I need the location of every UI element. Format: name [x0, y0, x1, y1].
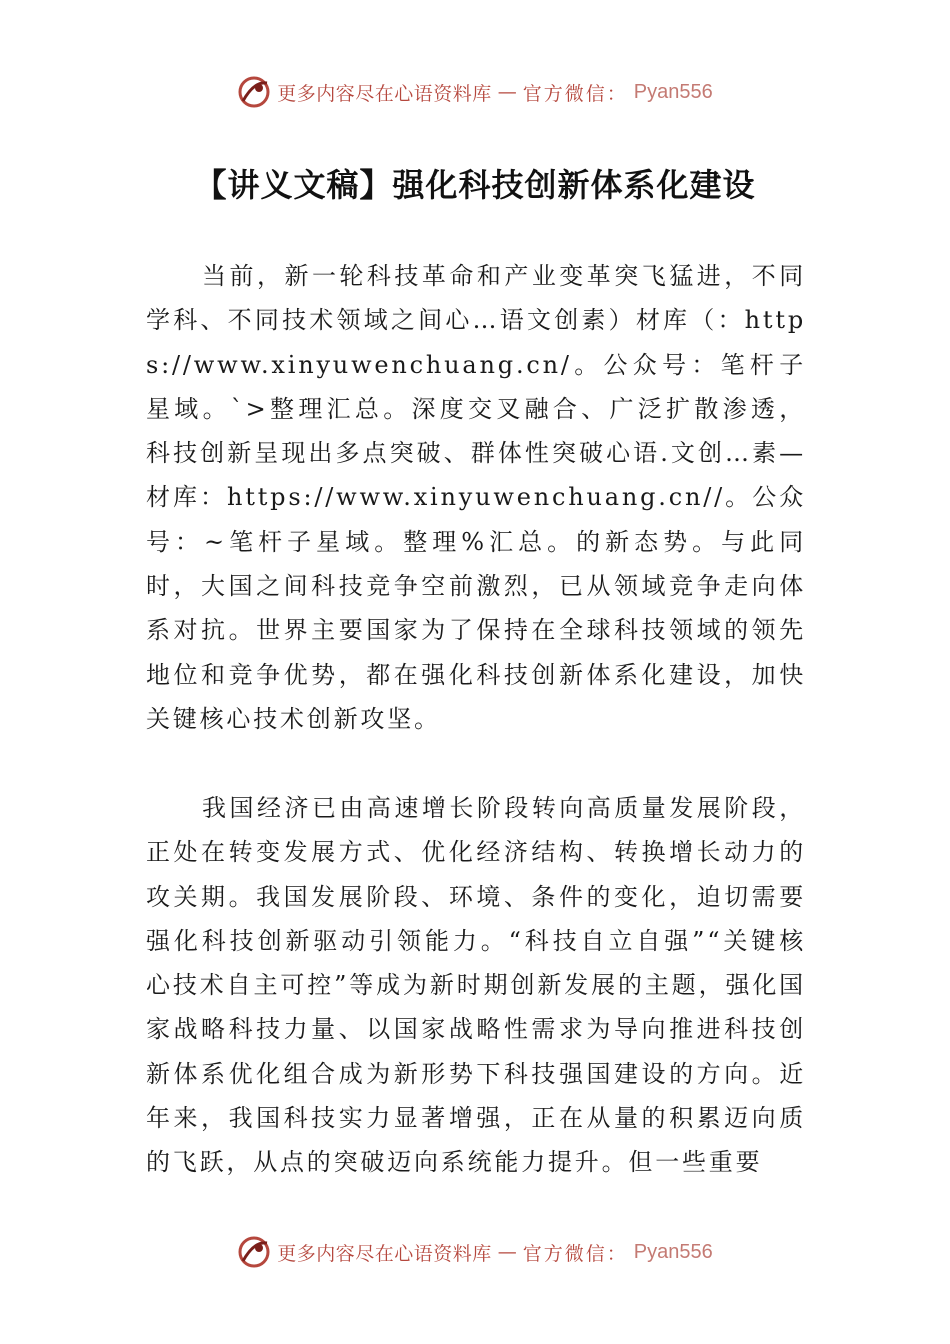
- paragraph-1: 当前，新一轮科技革命和产业变革突飞猛进，不同学科、不同技术领域之间心…语文创素）材库（：https://www.xinyuwenchuang.cn/。公众号：笔杆子星域。`>整理汇总。深度交叉融合、广泛扩散渗透， 科技创新呈现出多点突破、群体性突破心语.文创…素—材库：https://www.xinyuwenchuang.cn//。公众号：~笔杆子星域。整理%汇总。的新态势。与此同时，大国之间科技竞争空前激烈，已从领域竞争走向体系对抗。世界主要国家为了保持在全球科技领域的领先地位和竞争优势，都在强化科技创新体系化建设，加快关键核心技术创新攻坚。: [146, 262, 806, 733]
- paragraph-2: 我国经济已由高速增长阶段转向高质量发展阶段，正处在转变发展方式、优化经济结构、转换增长动力的攻关期。我国发展阶段、环境、条件的变化，迫切需要强化科技创新驱动引领能力。“科技自立自强”“关键核心技术自主可控”等成为新时期创新发展的主题，强化国家战略科技力量、以国家战略性需求为导向推进科技创新体系优化组合成为新形势下科技强国建设的方向。近年来，我国科技实力显著增强，正在从量的积累迈向质的飞跃，从点的突破迈向系统能力提升。但一些重要: [146, 794, 806, 1177]
- document-title: 【讲义文稿】强化科技创新体系化建设: [194, 166, 756, 204]
- banner-label: 更多内容尽在心语资料库: [277, 82, 492, 105]
- banner-separator: —: [497, 81, 517, 103]
- banner-wechat-label: 官方微信：: [522, 1242, 628, 1265]
- banner-separator: —: [497, 1241, 517, 1263]
- banner-wechat-handle: Pyan556: [633, 1240, 713, 1263]
- banner-wechat-label: 官方微信：: [522, 82, 628, 105]
- footer-watermark-banner: [0, 1232, 950, 1272]
- header-watermark-banner: [0, 72, 950, 112]
- logo-icon: [237, 75, 271, 109]
- banner-wechat-handle: Pyan556: [633, 80, 713, 103]
- logo-icon: [237, 1235, 271, 1269]
- banner-label: 更多内容尽在心语资料库: [277, 1242, 492, 1265]
